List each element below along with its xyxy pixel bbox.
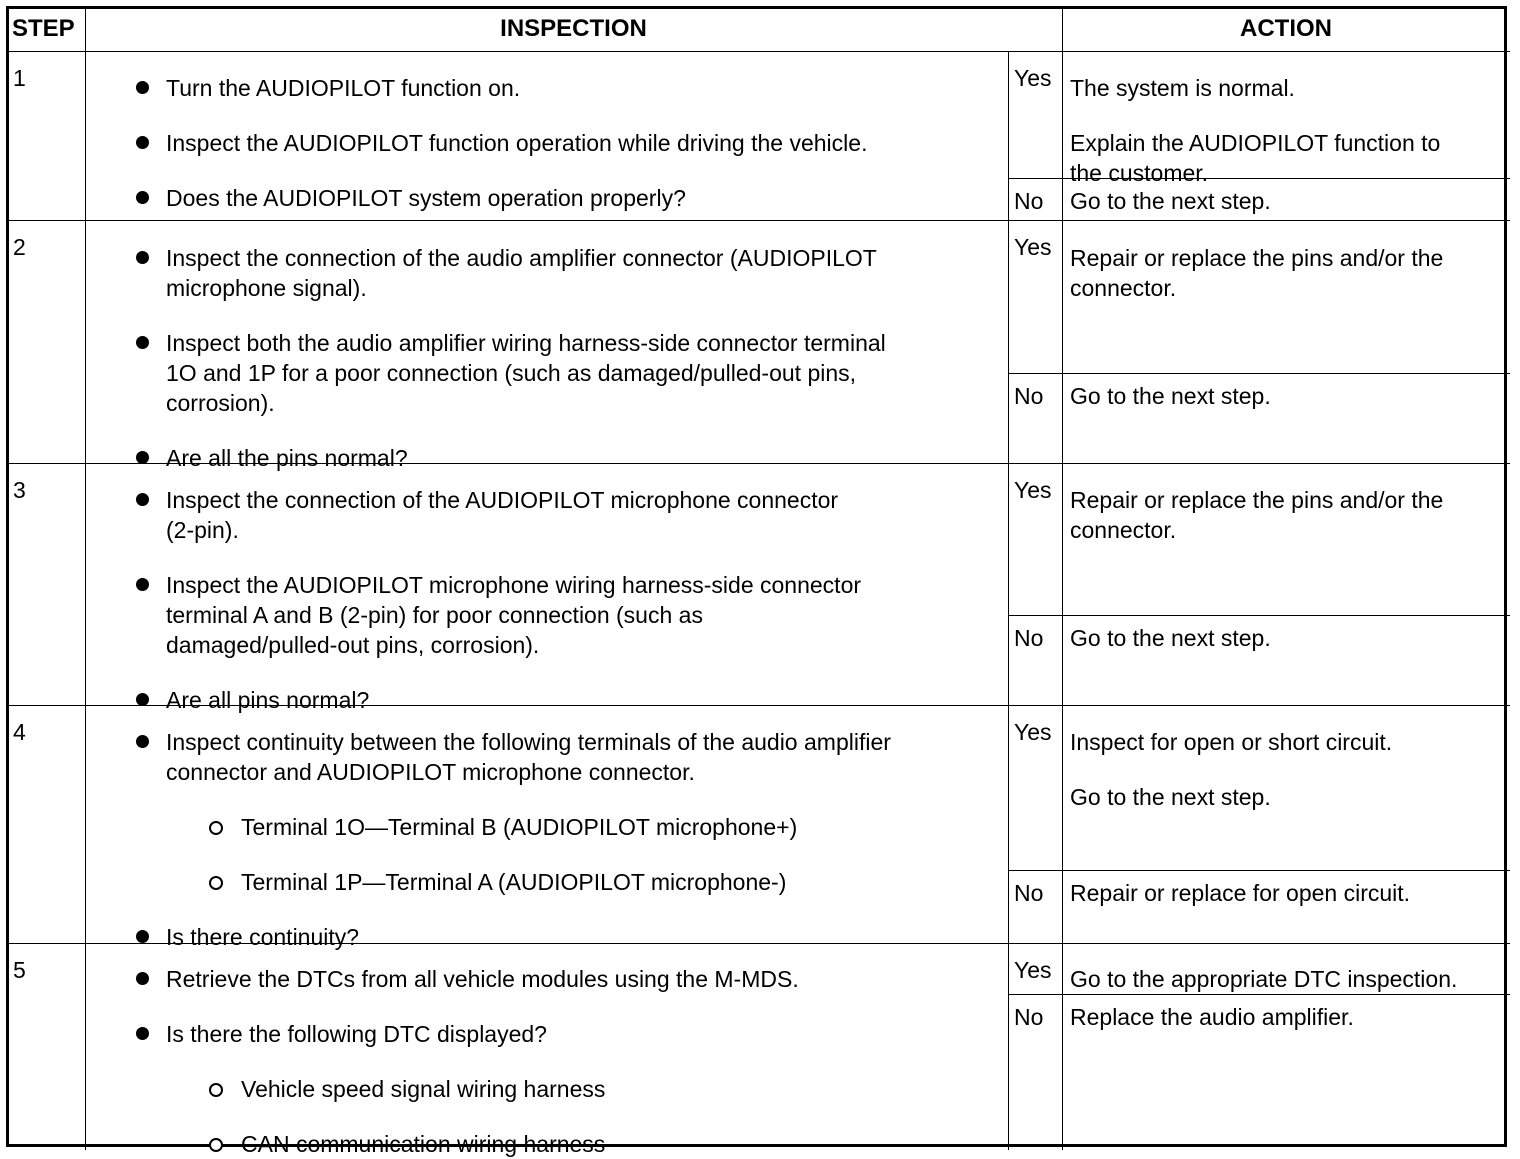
inspection-text: connector and AUDIOPILOT microphone connector. [166,759,695,785]
yes-no-column-divider [1008,51,1009,1150]
inspection-text: Turn the AUDIOPILOT function on. [166,75,521,101]
yes-no-divider-5 [1008,994,1510,995]
header-inspection: INSPECTION [500,15,647,42]
row-divider-1 [9,220,1510,221]
step-column-divider [85,9,86,1150]
bullet-icon [136,191,149,204]
yes-label: Yes [1014,65,1052,91]
sub-inspection-text: CAN communication wiring harness [241,1131,606,1157]
hollow-bullet-icon [209,1138,223,1152]
inspection-text: 1O and 1P for a poor connection (such as damaged/pulled-out pins, [166,360,857,386]
bullet-icon [136,451,149,464]
hollow-bullet-icon [209,876,223,890]
sub-inspection-text: Terminal 1P—Terminal A (AUDIOPILOT microphone-) [241,869,787,895]
bullet-icon [136,578,149,591]
bullet-icon [136,81,149,94]
header-divider [9,51,1510,52]
inspection-text: damaged/pulled-out pins, corrosion). [166,632,540,658]
inspection-text: Inspect the connection of the audio amplifier connector (AUDIOPILOT [166,245,877,271]
bullet-icon [136,930,149,943]
no-action-text: Repair or replace for open circuit. [1070,880,1411,906]
inspection-text: (2-pin). [166,517,239,543]
step-number: 4 [13,719,26,745]
yes-action-text: connector. [1070,517,1177,543]
yes-no-divider-3 [1008,615,1510,616]
bullet-icon [136,693,149,706]
yes-label: Yes [1014,477,1052,503]
inspection-text: Are all pins normal? [166,687,370,713]
inspection-text: Retrieve the DTCs from all vehicle modules using the M-MDS. [166,966,799,992]
bullet-icon [136,735,149,748]
inspection-text: Inspect the connection of the AUDIOPILOT microphone connector [166,487,839,513]
header-step: STEP [12,15,75,42]
yes-action-text: Go to the next step. [1070,784,1271,810]
yes-action-text: Repair or replace the pins and/or the [1070,487,1444,513]
yes-action-text: Repair or replace the pins and/or the [1070,245,1444,271]
header-action: ACTION [1240,15,1332,42]
inspection-text: Inspect the AUDIOPILOT microphone wiring harness-side connector [166,572,862,598]
yes-action-text: the customer. [1070,160,1209,186]
yes-no-divider-4 [1008,870,1510,871]
no-action-text: Go to the next step. [1070,625,1271,651]
yes-label: Yes [1014,957,1052,983]
step-number: 5 [13,957,26,983]
yes-label: Yes [1014,234,1052,260]
no-label: No [1014,880,1044,906]
action-column-divider [1062,9,1063,1150]
no-label: No [1014,188,1044,214]
sub-inspection-text: Terminal 1O—Terminal B (AUDIOPILOT microphone+) [241,814,798,840]
yes-action-text: connector. [1070,275,1177,301]
no-label: No [1014,383,1044,409]
inspection-text: Inspect the AUDIOPILOT function operation while driving the vehicle. [166,130,868,156]
bullet-icon [136,136,149,149]
bullet-icon [136,336,149,349]
inspection-text: Inspect both the audio amplifier wiring harness-side connector terminal [166,330,886,356]
no-action-text: Replace the audio amplifier. [1070,1004,1354,1030]
bullet-icon [136,1027,149,1040]
diagnostic-table [6,6,1507,1157]
yes-no-divider-2 [1008,373,1510,374]
step-number: 1 [13,65,26,91]
inspection-text: terminal A and B (2-pin) for poor connection (such as [166,602,703,628]
yes-label: Yes [1014,719,1052,745]
step-number: 2 [13,234,26,260]
inspection-text: Is there continuity? [166,924,360,950]
no-action-text: Go to the next step. [1070,383,1271,409]
bullet-icon [136,972,149,985]
sub-inspection-text: Vehicle speed signal wiring harness [241,1076,606,1102]
no-label: No [1014,1004,1044,1030]
hollow-bullet-icon [209,1083,223,1097]
yes-action-text: Inspect for open or short circuit. [1070,729,1393,755]
inspection-text: Does the AUDIOPILOT system operation properly? [166,185,686,211]
no-label: No [1014,625,1044,651]
bullet-icon [136,493,149,506]
inspection-text: microphone signal). [166,275,367,301]
yes-action-text: Go to the appropriate DTC inspection. [1070,966,1458,992]
hollow-bullet-icon [209,821,223,835]
step-number: 3 [13,477,26,503]
bullet-icon [136,251,149,264]
yes-action-text: Explain the AUDIOPILOT function to [1070,130,1441,156]
no-action-text: Go to the next step. [1070,188,1271,214]
yes-action-text: The system is normal. [1070,75,1295,101]
inspection-text: corrosion). [166,390,275,416]
inspection-text: Is there the following DTC displayed? [166,1021,547,1047]
inspection-text: Are all the pins normal? [166,445,408,471]
inspection-text: Inspect continuity between the following terminals of the audio amplifier [166,729,891,755]
